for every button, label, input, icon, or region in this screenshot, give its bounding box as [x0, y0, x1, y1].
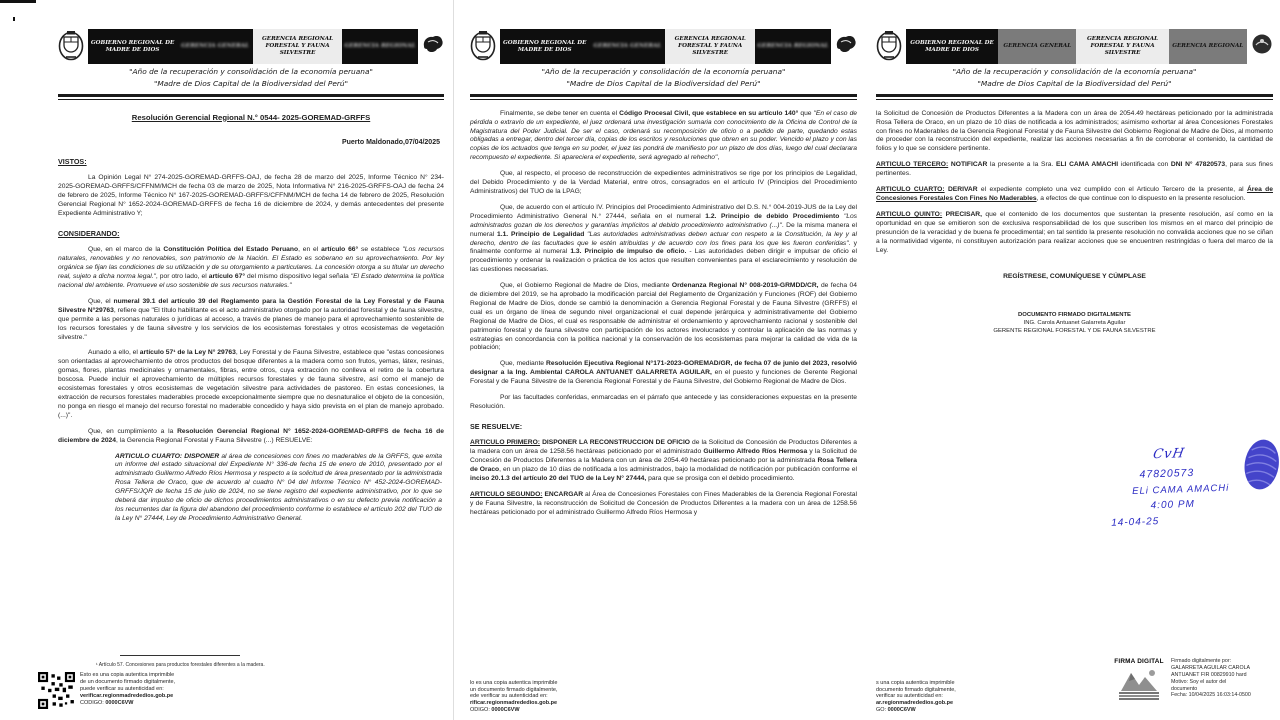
- articulo-cuarto-quote: ARTICULO CUARTO: DISPONER al área de concesiones con fines no maderables de la GRFFS, que emita un informe del estado situacional del Expediente N° 336-de fecha 15 de enero de 2010, presentado por el administrado Guillermo Alfredo Ríos Hermosa y respecto a la solicitud de área presentado por la administrada Rosa Tellera de Oraco, que de acuerdo al cuadro N° 04 del Informe Técnico N° 452-2024-GOREMAD-GRFFS/JQR de fecha 15 de julio de 2024, no se tiene registro del expediente administrativo, por lo que se deberá dar impulso de oficio de dichos procedimientos administrativos o en su defecto previa notificación a los recurrentes dar la figura del abandono del procedimiento conforme lo establece el artículo 202 del TUO de la Ley N° 27444, Ley de Procedimiento Administrativo General.: [115, 452, 442, 522]
- motto-line-1: "Año de la recuperación y consolidación de la economía peruana": [129, 67, 373, 76]
- articulo-segundo: ARTICULO SEGUNDO: ENCARGAR al Área de Concesiones Forestales con Fines Maderables de la Gerencia Regional Forestal y de Fauna Silvestre, la reconstrucción de Solicitud de Concesión de Productos Diferentes a la madera con un área de 1258.56 hectáreas peticionado por el administrado Guillermo Alfredo Ríos Hermosa y: [470, 491, 858, 516]
- articulo-primero: ARTICULO PRIMERO: DISPONER LA RECONSTRUCCION DE OFICIO de la Solicitud de Concesión de Productos Diferentes a la madera con un área de 1258.56 hectáreas peticionado por el administrado Guillermo Alfredo Ríos Hermosa y la Solicitud de Concesión de Productos Diferentes a la Madera con un área de 2054.49 hectáreas peticionado por la administrada Rosa Tellera de Oraco, en un plazo de 10 días de notificada a los administrados, bajo la modalidad de notificación por publicación conforme el inciso 20.1.3 del artículo 20 del TUO de la Ley N° 27444, para que se prosiga con el debido procedimiento.: [470, 439, 858, 483]
- verification-footer: [38, 672, 175, 714]
- footer-line: puede verificar su autenticidad en:: [80, 685, 164, 692]
- footer-line: lo es una copia autentica imprimible: [470, 679, 558, 686]
- banner-gerencia-forestal: GERENCIA REGIONAL FORESTAL Y FAUNA SILVESTRE: [665, 29, 754, 64]
- body-paragraph: Que, de acuerdo con el artículo IV. Principios del Procedimiento Administrativo del D.S. N.° 004-2019-JUS de la Ley del Procedimiento Administrativo General N.° 27444, señala en el numeral 1.2. Principio de debido Procedimiento "Los administrados gozan de los derechos y garantías implícitos al debido procedimiento administrativo (...)". De la misma manera el numeral 1.1. Principio de Legalidad "Las autoridades administrativas deben actuar con respeto a la Constitución, la ley y al derecho, dentro de las facultades que le estén atribuidas y de acuerdo con los fines para los que les fueron conferidas". y finalmente conforme al numeral 1.3. Principio de impulso de oficio. - Las autoridades deben dirigir e impulsar de oficio el procedimiento y ordenar la realización o práctica de los actos que resulten convenientes para el esclarecimiento y resolución de las cuestiones necesarias.: [470, 203, 858, 274]
- institution-logo-icon: [422, 34, 444, 60]
- motto-line-1: "Año de la recuperación y consolidación de la economía peruana": [541, 67, 786, 76]
- peru-coat-of-arms-icon: [470, 28, 496, 66]
- document-page-2: [458, 0, 862, 720]
- place-date-line: Puerto Maldonado,07/04/2025: [341, 138, 440, 146]
- banner-gerencia-general: GERENCIA GENERAL: [177, 29, 253, 64]
- footer-line: rificar.regionmadrededios.gob.pe: [470, 700, 558, 707]
- considerando-paragraph: Aunado a ello, el artículo 57¹ de la Ley N° 29763, Ley Forestal y de Fauna Silvestre, establece que "estas concesiones son orientadas al aprovechamiento de otros productos del bosque diferentes a la madera como son frutos, yemas, látex, resinas, gomas, flores, plantas medicinales y ornamentales, fibras, entre otros, cuya extracción no conlleva el retiro de la cobertura boscosa. Puede incluir el aprovechamiento de múltiples recursos forestales y de fauna silvestre, así como el manejo de ecosistemas forestales y otros ecosistemas de vegetación silvestre para actividades de pastoreo. En estas concesiones, la extracción de recursos forestales maderables procede excepcionalmente siempre que no desnaturalice el objeto de la concesión, no ponga en riesgo el manejo del recurso forestal no maderable concedido y haya sido prevista en el plan de manejo aprobado. (...)".: [58, 349, 444, 419]
- footer-line: ODIGO: 0000C6VW: [470, 707, 520, 714]
- header-rule: [470, 94, 857, 100]
- articulo-tercero: ARTICULO TERCERO: NOTIFICAR la presente a la Sra. ELI CAMA AMACHI identificada con DNI N° 47820573, para sus fines pertinentes.: [876, 161, 1273, 178]
- considerando-paragraph: Que, en el marco de la Constitución Política del Estado Peruano, en el artículo 66° se establece "Los recursos naturales, renovables y no renovables, son patrimonio de la Nación. El Estado es soberano en su aprovechamiento. Por ley orgánica se fijan las condiciones de su utilización y de su otorgamiento a particulares. La concesión otorga a su titular un derecho real, sujeto a dicha norma legal.", por otro lado, el artículo 67° del mismo dispositivo legal señala "El Estado determina la política nacional del ambiente. Promueve el uso sostenible de sus recursos naturales.": [58, 246, 445, 290]
- digital-signature-stamp-icon: [1115, 692, 1163, 709]
- footer-line: un documento firmado digitalmente,: [470, 686, 558, 693]
- scan-artifact: [0, 0, 36, 3]
- footer-line: CODIGO: 0000C6VW: [80, 699, 134, 706]
- banner-gerencia-regional: GERENCIA REGIONAL: [342, 29, 418, 64]
- page-header: [470, 28, 857, 65]
- handwritten-date: 14-04-25: [1111, 515, 1160, 529]
- body-paragraph: Que, mediante Resolución Ejecutiva Regional N°171-2023-GOREMAD/GR, de fecha 07 de junio del 2023, resolvió designar a la Ing. Ambiental CAROLA ANTUANET GALARRETA AGUILAR, en el puesto y funciones de Gerente Regional Forestal y de Fauna Silvestre de la Gerencia Regional Forestal y de Fauna Silvestre, del Gobierno Regional de Madre de Dios.: [470, 360, 857, 386]
- vistos-paragraph: La Opinión Legal N° 274-2025-GOREMAD-GRFFS-OAJ, de fecha 28 de marzo del 2025, Informe Técnico N° 234-2025-GOREMAD-GRFFS/CFFNM/MCH de fecha 03 de marzo de 2025, Nota Informativa N° 216-2025-GRFFS-OAJ de fecha 24 de febrero de 2025, Informe Técnico N° 167-2025-GOREMAD-GRFFS/CFFNM/MCH de fecha 14 de febrero de 2025, Resolución Gerencial Regional N° 1652-2024-GOREMAD-GRFFS de fecha 16 de diciembre de 2024, y demás antecedentes del presente Expediente Administrativo Y;: [58, 174, 444, 217]
- footnote-rule: [120, 655, 240, 656]
- banner-gerencia-general: GERENCIA GENERAL: [998, 29, 1076, 64]
- considerando-paragraph: Que, el numeral 39.1 del artículo 39 del Reglamento para la Gestión Forestal de la Ley Forestal y de Fauna Silvestre N°29763, refiere que "El título habilitante es el acto administrativo otorgado por la autoridad forestal y de fauna silvestre, que permite a las personas naturales o jurídicas al acceso, a través de planes de manejo para el aprovechamiento sostenible de los recursos forestales y de fauna silvestre y los servicios de los ecosistemas forestales y otros ecosistemas de vegetación silvestre.": [58, 297, 444, 341]
- banner-gerencia-general: GERENCIA GENERAL: [589, 29, 665, 64]
- qr-code-icon: [38, 672, 75, 714]
- handwritten-annotation: [1101, 441, 1280, 532]
- banner-gobierno-regional: GOBIERNO REGIONAL DE MADRE DE DIOS: [500, 29, 589, 64]
- body-paragraph: Por las facultades conferidas, enmarcadas en el párrafo que antecede y las consideraciones expuestas en la presente Resolución.: [470, 394, 857, 410]
- motto-line-2: "Madre de Dios Capital de la Biodiversidad del Perú": [566, 79, 761, 89]
- page-header: [58, 28, 444, 65]
- peru-coat-of-arms-icon: [876, 28, 902, 66]
- page-body: [470, 110, 857, 518]
- banner-strip: [906, 29, 1247, 64]
- resolution-title: Resolución Gerencial Regional N.° 0544- 2025-GOREMAD-GRFFS: [131, 112, 371, 122]
- banner-gobierno-regional: GOBIERNO REGIONAL DE MADRE DE DIOS: [88, 29, 177, 64]
- handwritten-name: ELi CAMA AMACHi: [1131, 482, 1230, 497]
- footer-line: de un documento firmado digitalmente,: [80, 678, 176, 685]
- firma-line: Fecha: 10/04/2025 16:03:14-0500: [1171, 692, 1251, 699]
- firma-line: ANTUANET FIR 00829910 hard: [1171, 671, 1247, 678]
- banner-gerencia-forestal: GERENCIA REGIONAL FORESTAL Y FAUNA SILVESTRE: [253, 29, 342, 64]
- articulo-segundo-continuacion: la Solicitud de Concesión de Productos Diferentes a la Madera con un área de 2054.49 hectáreas peticionado por la administrada Rosa Tellera de Oraco, en un plazo de 10 días de notificada a los administrados; asimismo exhortar al área Concesiones Forestales con fines no Maderables de la Gerencia Regional Forestal y de Fauna Silvestre del Gobierno Regional de Madre de Dios, al momento de proceder con la reconstrucción del expediente, realizar las acciones necesarias a fin de corroborar el contenido, la cantidad de folios y lo que se considere pertinente.: [876, 109, 1274, 153]
- handwritten-dni: 47820573: [1139, 466, 1195, 481]
- considerando-paragraph: Que, en cumplimiento a la Resolución Gerencial Regional N° 1652-2024-GOREMAD-GRFFS de fecha 16 de diciembre de 2024, la Gerencia Regional Forestal y Fauna Silvestre (...) RESUELVE:: [58, 427, 444, 444]
- footer-line: ede verificar su autenticidad en:: [470, 693, 548, 700]
- institution-logo-icon: [1251, 33, 1273, 60]
- document-page-3: [864, 0, 1278, 720]
- firma-line: GALARRETA AGUILAR CAROLA: [1171, 664, 1251, 671]
- footer-line: verificar.regionmadrededios.gob.pe: [80, 692, 174, 699]
- page-body: [58, 157, 444, 524]
- banner-gerencia-forestal: GERENCIA REGIONAL FORESTAL Y FAUNA SILVESTRE: [1076, 29, 1168, 64]
- firma-digital-title: FIRMA DIGITAL: [1114, 658, 1164, 665]
- se-resuelve-heading: SE RESUELVE:: [470, 421, 523, 431]
- verification-text: [876, 680, 956, 714]
- verification-text: [80, 672, 175, 706]
- articulo-cuarto: ARTICULO CUARTO: DERIVAR el expediente completo una vez cumplido con el Articulo Tercero de la presente, al Área de Concesiones Forestales Con Fines No Maderables, a efectos de que continue con lo dispuesto en la presente resolucion.: [876, 186, 1273, 202]
- header-rule: [876, 94, 1273, 100]
- firma-digital-text: [1171, 658, 1274, 699]
- footer-line: verificar su autenticidad en:: [876, 693, 943, 700]
- motto-line-2: "Madre de Dios Capital de la Biodiversidad del Perú": [977, 79, 1172, 89]
- banner-gerencia-regional: GERENCIA REGIONAL: [1169, 29, 1247, 64]
- page-header: [876, 28, 1273, 65]
- articulo-quinto: ARTICULO QUINTO: PRECISAR, que el contenido de los documentos que sustentan la presente resolución, así como en la oportunidad en que se emitieron son de exclusiva responsabilidad de los que suscriben los mismos en el marco del principio de presunción de la veracidad y de buena fe procedimental; en tal sentido la presente resolución no convalida acciones que no se ciñan a la normatividad vigente, ni constituyen autorización para realizar acciones que se encuentren restringidas o fuera del marco de la Ley.: [876, 210, 1273, 254]
- banner-strip: [500, 29, 831, 64]
- page-body: [876, 110, 1273, 336]
- registrese-line: REGÍSTRESE, COMUNÍQUESE Y CÚMPLASE: [1003, 273, 1146, 281]
- verification-footer: [876, 680, 956, 714]
- footer-line: documento firmado digitalmente,: [876, 686, 956, 693]
- motto-line-2: "Madre de Dios Capital de la Biodiversidad del Perú": [153, 79, 349, 89]
- verification-text: [470, 680, 557, 714]
- header-rule: [58, 94, 444, 100]
- banner-gerencia-regional: GERENCIA REGIONAL: [755, 29, 831, 64]
- firma-line: Motivo: Soy el autor del: [1171, 678, 1227, 685]
- firma-line: Firmado digitalmente por:: [1171, 658, 1232, 664]
- handwritten-time: 4:00 PM: [1150, 498, 1196, 512]
- digital-signature-box: [1112, 658, 1274, 710]
- scan-artifact: [13, 17, 15, 21]
- institution-logo-icon: [835, 34, 857, 60]
- page-edge: [453, 0, 454, 720]
- handwritten-signature: CvH: [1151, 446, 1187, 463]
- firmante-cargo: GERENTE REGIONAL FORESTAL Y DE FAUNA SILVESTRE: [993, 327, 1156, 334]
- motto-line-1: "Año de la recuperación y consolidación de la economía peruana": [952, 67, 1197, 76]
- body-paragraph: Finalmente, se debe tener en cuenta el Código Procesal Civil, que establece en su artículo 140° que "En el caso de pérdida o extravío de un expediente, el juez ordenará una investigación sumaria con conocimiento de la Oficina de Control de la Magistratura del Poder Judicial. De ser el caso, ordenará su recomposición de oficio o a pedido de parte, quedando estas obligadas a entregar, dentro del tercer día, copias de los escritos y resoluciones que obren en su poder. Vencido el plazo y con las copias de los actuados que tenga en su poder, el juez las pondrá de manifiesto por un plazo de dos días, luego del cual declarara recompuesto el expediente. Si apareciera el expediente, será agregado al rehecho",: [470, 109, 858, 162]
- body-paragraph: Que, el Gobierno Regional de Madre de Dios, mediante Ordenanza Regional N° 008-2019-GRMDD/CR, de fecha 04 de diciembre del 2019, se ha aprobado la modificación parcial del Reglamento de Organización y Funciones (ROF) del Gobierno Regional de Madre de Dios, donde se cambió la denominación a Gerencia Regional Forestal y de Fauna Silvestre (GRFFS) el cual es un órgano de línea de segundo nivel organizacional el cual depende jerárquica y administrativamente del Gobierno Regional de Madre de Dios, el cual es responsable de administrar el ordenamiento y aprovechamiento racional y sostenible del patrimonio forestal y de fauna silvestre con participación de los actores involucrados y controlar la aplicación de las normas y estrategias en concordancia con la política nacional y la conservación de los ecosistemas para mejorar la calidad de vida de la población;: [470, 282, 857, 352]
- firmado-digitalmente-line: DOCUMENTO FIRMADO DIGITALMENTE: [1017, 312, 1131, 319]
- footer-line: GO: 0000C6VW: [876, 707, 916, 714]
- footer-line: s una copia autentica imprimible: [876, 679, 955, 686]
- document-page-1: [36, 0, 450, 720]
- banner-gobierno-regional: GOBIERNO REGIONAL DE MADRE DE DIOS: [906, 29, 998, 64]
- firma-line: documento: [1171, 685, 1198, 692]
- footer-line: Esto es una copia autentica imprimible: [80, 672, 175, 678]
- footnote: ¹ Artículo 57. Concesiones para productos forestales diferentes a la madera.: [96, 662, 265, 668]
- verification-footer: [470, 680, 557, 714]
- body-paragraph: Que, al respecto, el proceso de reconstrucción de expedientes administrativos se rige por los principios de Legalidad, del Debido Procedimiento y de la Verdad Material, entre otros, consagrados en el artículo IV (Principios del Procedimiento Administrativos) del TUO de la LPAG;: [470, 170, 857, 195]
- vistos-heading: VISTOS:: [58, 156, 87, 166]
- peru-coat-of-arms-icon: [58, 28, 84, 66]
- footer-line: ar.regionmadrededios.gob.pe: [876, 700, 954, 707]
- firmante-nombre: ING. Carola Antuanet Galarreta Aguilar: [1023, 319, 1126, 326]
- considerando-heading: CONSIDERANDO:: [58, 228, 120, 238]
- banner-strip: [88, 29, 418, 64]
